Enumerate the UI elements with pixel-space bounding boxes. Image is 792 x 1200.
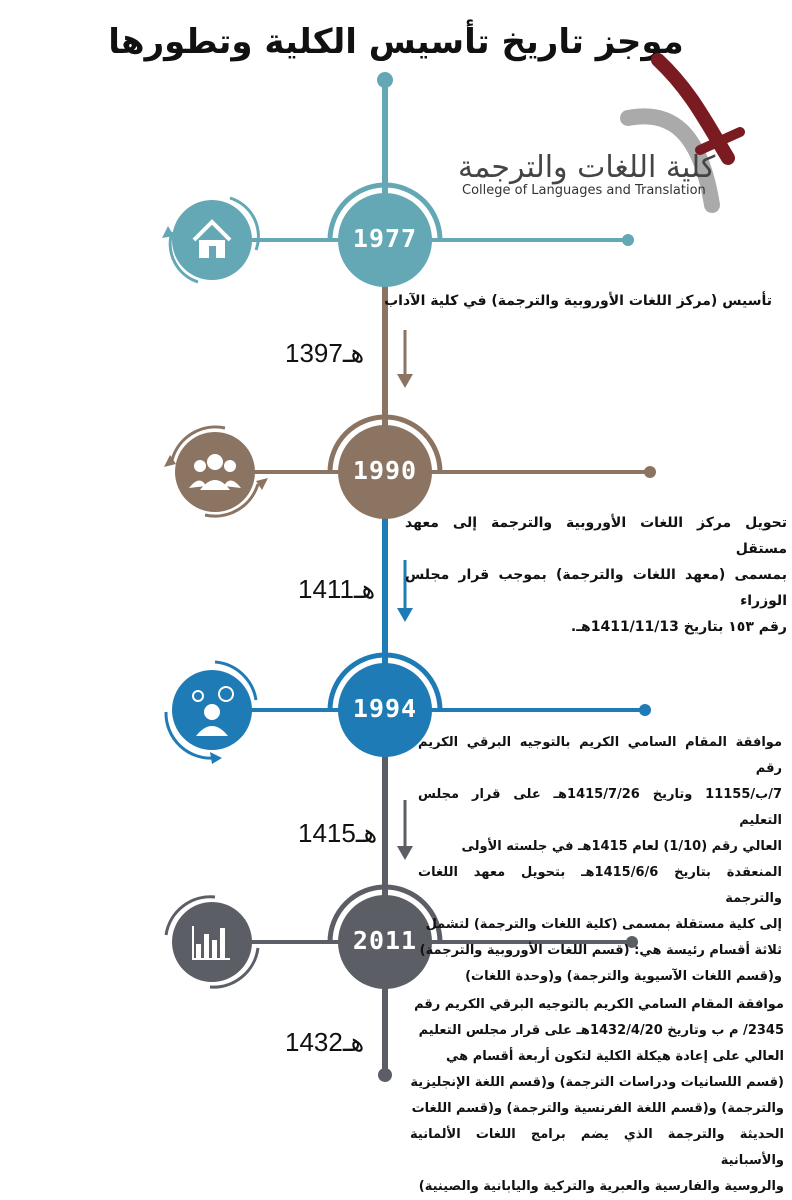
hijri-label-1432: 1432هـ (285, 1027, 365, 1057)
description-line: العالي على إعادة هيكلة الكلية لتكون أربعة أقسام هي (446, 1049, 784, 1064)
milestone-1994-description (418, 730, 782, 990)
college-logo-english: College of Languages and Translation (462, 183, 706, 198)
year-label-2011: 2011 (352, 926, 418, 955)
hijri-label-1397: 1397هـ (285, 338, 365, 368)
description-line: الحديثة والترجمة الذي يضم برامج اللغات الألمانية والأسبانية (410, 1127, 784, 1168)
description-line: بمسمى (معهد اللغات والترجمة) بموجب قرار مجلس الوزراء (405, 567, 787, 609)
description-line: 7/ب/11155 وتاريخ 1415/7/26هـ على قرار مجلس التعليم (418, 787, 783, 828)
year-label-1977: 1977 (352, 224, 418, 253)
description-line: 2345/ م ب وتاريخ 1432/4/20هـ على قرار مجلس التعليم (418, 1023, 784, 1038)
description-line: ثلاثة أقسام رئيسة هي: (قسم اللغات الأوروبية والترجمة) (419, 943, 782, 958)
page-title: موجز تاريخ تأسيس الكلية وتطورها (108, 22, 684, 62)
description-line: المنعقدة بتاريخ 1415/6/6هـ بتحويل معهد اللغات والترجمة (418, 865, 782, 906)
description-line: موافقة المقام السامي الكريم بالتوجيه البرقي الكريم رقم (414, 997, 784, 1012)
milestone-1990-description (405, 510, 787, 640)
description-line: والروسية والفارسية والعبرية والتركية واليابانية والصينية) (418, 1179, 784, 1194)
milestone-2011-description (410, 992, 784, 1200)
description-line: رقم ١٥٣ بتاريخ 1411/11/13هـ. (570, 619, 787, 635)
timeline-end-dot (378, 1068, 392, 1082)
year-label-1990: 1990 (352, 456, 418, 485)
milestone-1977-description (380, 288, 772, 314)
description-line: إلى كلية مستقلة بمسمى (كلية اللغات والترجمة) لتشمل (425, 917, 782, 932)
description-line: العالي رقم (1/10) لعام 1415هـ في جلسته الأولى (461, 839, 782, 854)
description-line: تأسيس (مركز اللغات الأوروبية والترجمة) في كلية الآداب (384, 293, 772, 309)
description-line: والترجمة) و(قسم اللغة الفرنسية والترجمة) و(قسم اللغات (411, 1101, 784, 1116)
description-line: تحويل مركز اللغات الأوروبية والترجمة إلى معهد مستقل (405, 515, 787, 557)
hijri-label-1415: 1415هـ (298, 818, 378, 848)
hijri-label-1411: 1411هـ (298, 574, 376, 604)
description-line: و(قسم اللغات الآسيوية والترجمة) و(وحدة اللغات) (465, 969, 782, 984)
year-label-1994: 1994 (352, 694, 418, 723)
milestone-1977-graphic (162, 185, 634, 388)
college-logo-arabic: كلية اللغات والترجمة (458, 150, 716, 185)
description-line: موافقة المقام السامي الكريم بالتوجيه البرقي الكريم رقم (418, 735, 782, 776)
description-line: (قسم اللسانيات ودراسات الترجمة) و(قسم اللغة الإنجليزية (410, 1075, 784, 1090)
